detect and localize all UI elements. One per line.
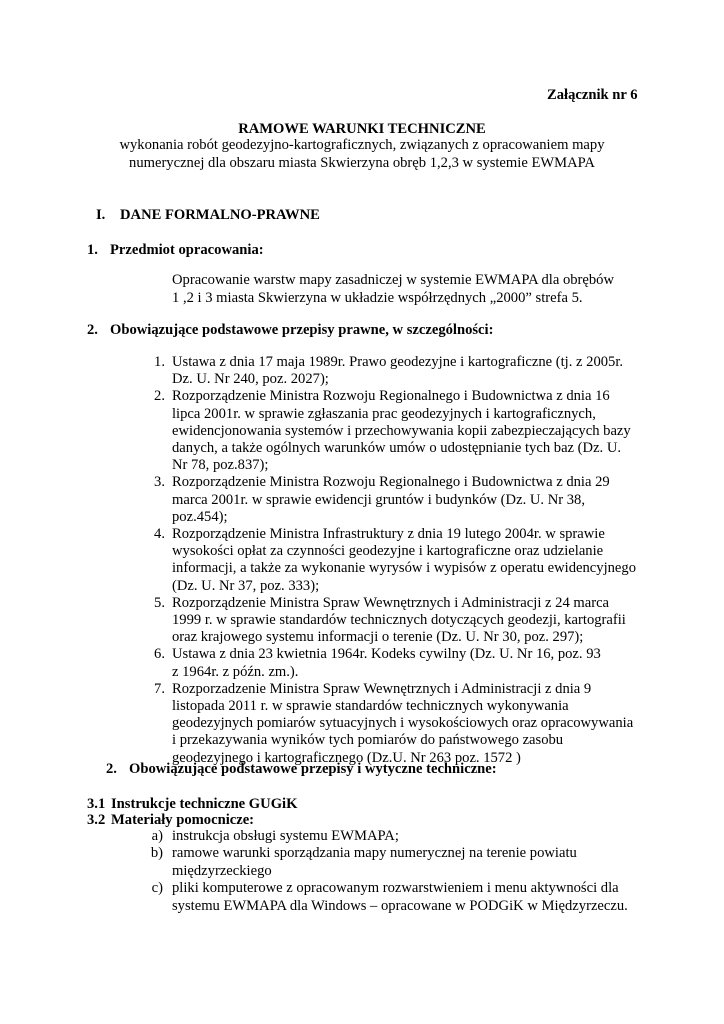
- item-2-title: Obowiązujące podstawowe przepisy prawne, w szczególności:: [110, 322, 494, 338]
- legal-item-text-line: Dz. U. Nr 240, poz. 2027);: [172, 371, 329, 388]
- legal-item-text-line: (Dz. U. Nr 37, poz. 333);: [172, 577, 320, 594]
- item-1-number: 1.: [87, 242, 98, 258]
- item-2b-number: 2.: [106, 761, 117, 777]
- legal-item-text-line: danych, a także ogólnych warunków umów o udostępnianie tych baz (Dz. U.: [172, 440, 622, 456]
- legal-item-text-line: geodezyjnego i kartograficznego (Dz.U. Nr 263 poz. 1572 ): [172, 749, 521, 766]
- legal-item-text-line: oraz krajowego systemu informacji o terenie (Dz. U. Nr 30, poz. 297);: [172, 629, 584, 646]
- section-1-number: I.: [96, 207, 106, 223]
- legal-item-text-line: i przekazywania wyników tych pomiarów do państwowego zasobu: [172, 732, 564, 749]
- subtitle-line-2: numerycznej dla obszaru miasta Skwierzyna obręb 1,2,3 w systemie EWMAPA: [129, 155, 595, 171]
- legal-item-number: 2.: [154, 388, 165, 405]
- legal-item-text-line: 1999 r. w sprawie standardów technicznych dotyczących geodezji, kartografii: [172, 612, 626, 628]
- section-1-title: DANE FORMALNO-PRAWNE: [120, 207, 320, 223]
- legal-item-number: 6.: [154, 646, 165, 663]
- subtitle-line-1: wykonania robót geodezyjno-kartograficznych, związanych z opracowaniem mapy: [119, 137, 605, 153]
- item-2-number: 2.: [87, 322, 98, 338]
- material-item-text-line: instrukcja obsługi systemu EWMAPA;: [172, 828, 399, 844]
- item-1-text-line-1: Opracowanie warstw mapy zasadniczej w systemie EWMAPA dla obrębów: [172, 272, 615, 288]
- legal-item-text-line: Rozporządzenie Ministra Rozwoju Regionalnego i Budownictwa z dnia 16: [172, 388, 610, 405]
- legal-item-text-line: lipca 2001r. w sprawie zgłaszania prac geodezyjnych i kartograficznych,: [172, 405, 596, 422]
- legal-item-text-line: Ustawa z dnia 17 maja 1989r. Prawo geodezyjne i kartograficzne (tj. z 2005r.: [172, 354, 624, 370]
- legal-item-text-line: Rozporządzenie Ministra Rozwoju Regionalnego i Budownictwa z dnia 29: [172, 474, 610, 491]
- legal-item-number: 1.: [154, 354, 165, 370]
- item-3-1-number: 3.1: [87, 796, 106, 812]
- material-item-text-line: pliki komputerowe z opracowanym rozwarstwieniem i menu aktywności dla: [172, 880, 619, 897]
- item-3-1-title: Instrukcje techniczne GUGiK: [111, 796, 298, 812]
- legal-item-text-line: Rozporządzenie Ministra Spraw Wewnętrznych i Administracji z 24 marca: [172, 594, 610, 611]
- material-item-text-line: systemu EWMAPA dla Windows – opracowane w PODGiK w Międzyrzeczu.: [172, 897, 628, 914]
- material-item-number: c): [151, 880, 163, 897]
- legal-item-text-line: poz.454);: [172, 508, 228, 525]
- legal-item-number: 3.: [154, 474, 165, 491]
- material-item-text-line: międzyrzeckiego: [172, 862, 272, 879]
- item-3-2-number: 3.2: [87, 812, 106, 828]
- legal-item-number: 4.: [154, 526, 165, 542]
- item-2b-title: Obowiązujące podstawowe przepisy i wytyczne techniczne:: [129, 761, 497, 777]
- legal-item-text-line: Ustawa z dnia 23 kwietnia 1964r. Kodeks cywilny (Dz. U. Nr 16, poz. 93: [172, 646, 601, 663]
- material-item-number: a): [151, 828, 163, 844]
- legal-item-text-line: Rozporządzenie Ministra Infrastruktury z dnia 19 lutego 2004r. w sprawie: [172, 526, 605, 542]
- item-1-text-line-2: 1 ,2 i 3 miasta Skwierzyna w układzie współrzędnych „2000” strefa 5.: [172, 290, 583, 306]
- document-title: RAMOWE WARUNKI TECHNICZNE: [238, 121, 486, 137]
- legal-item-text-line: geodezyjnych pomiarów sytuacyjnych i wysokościowych oraz opracowywania: [172, 715, 634, 732]
- legal-item-text-line: informacji, a także za wykonanie wyrysów i wypisów z operatu ewidencyjnego: [172, 560, 637, 577]
- material-item-number: b): [150, 845, 163, 862]
- item-3-2-title: Materiały pomocnicze:: [111, 812, 255, 828]
- legal-item-text-line: Nr 78, poz.837);: [172, 457, 269, 474]
- material-item-text-line: ramowe warunki sporządzania mapy numerycznej na terenie powiatu: [172, 845, 577, 862]
- legal-item-text-line: wysokości opłat za czynności geodezyjne i kartograficzne oraz udzielanie: [172, 543, 604, 560]
- legal-item-text-line: Rozporzadzenie Ministra Spraw Wewnętrznych i Administracji z dnia 9: [172, 680, 592, 697]
- legal-item-text-line: z 1964r. z późn. zm.).: [172, 663, 299, 680]
- legal-item-text-line: listopada 2011 r. w sprawie standardów technicznych wykonywania: [172, 698, 569, 714]
- legal-item-text-line: ewidencjonowania systemów i przechowywania kopii zabezpieczających bazy: [172, 422, 631, 439]
- legal-item-number: 7.: [154, 680, 165, 697]
- legal-item-number: 5.: [154, 594, 165, 611]
- item-1-title: Przedmiot opracowania:: [110, 242, 264, 258]
- legal-item-text-line: marca 2001r. w sprawie ewidencji gruntów i budynków (Dz. U. Nr 38,: [172, 491, 585, 508]
- attachment-label: Załącznik nr 6: [547, 87, 638, 103]
